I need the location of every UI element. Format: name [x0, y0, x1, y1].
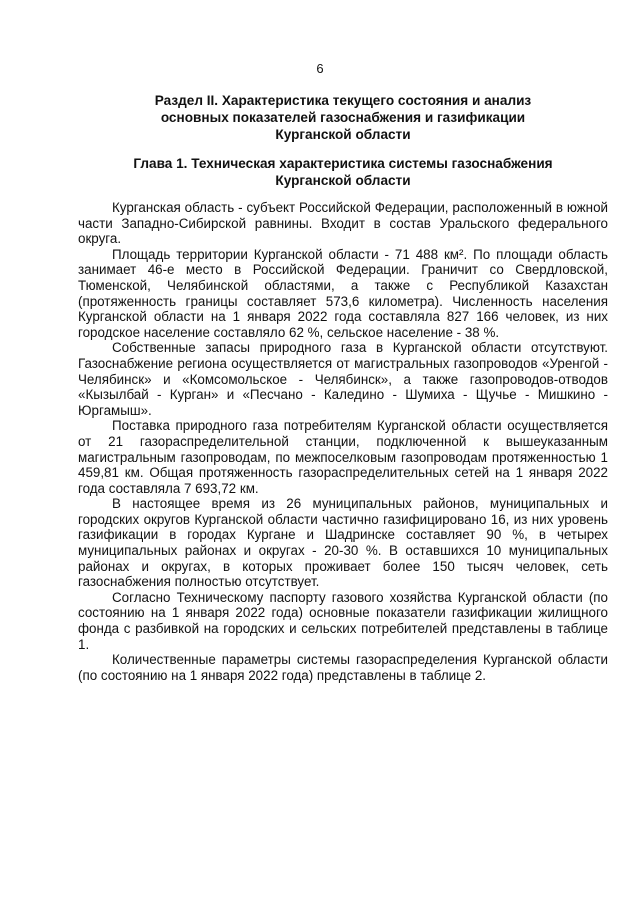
chapter-title-line: Глава 1. Техническая характеристика системы газоснабжения	[133, 156, 553, 171]
paragraph-region-overview: Курганская область - субъект Российской Федерации, расположенный в южной части Западно-Сибирской равнины. Входит в состав Уральского федерального округа.	[78, 200, 608, 247]
page-number: 6	[316, 61, 324, 76]
paragraph-area-population: Площадь территории Курганской области - 71 488 км². По площади область занимает 46-е место в Российской Федерации. Граничит со Свердловской, Тюменской, Челябинской областями, а также с Республикой Казахстан (протяженность границы составляет 573,6 километра). Численность населения Курганской области на 1 января 2022 года составляла 827 166 человек, из них городское население составляло 62 %, сельское население - 38 %.	[78, 246, 608, 340]
body-text	[78, 200, 608, 683]
section-title-line: Курганской области	[275, 127, 411, 142]
paragraph-gasification-level: В настоящее время из 26 муниципальных районов, муниципальных и городских округов Курганской области частично газифицировано 16, из них уровень газификации в городах Кургане и Шадринске составляет 90 %, в четырех муниципальных районах и округах - 20-30 %. В оставшихся 10 муниципальных районах и округах, в которых проживает более 150 тысяч человек, сеть газоснабжения полностью отсутствует.	[78, 496, 608, 590]
paragraph-gas-sources: Собственные запасы природного газа в Курганской области отсутствуют. Газоснабжение региона осуществляется от магистральных газопроводов «Уренгой - Челябинск» и «Комсомольское - Челябинск», а также газопроводов-отводов «Кызылбай - Курган» и «Песчано - Каледино - Шумиха - Щучье - Мишкино - Юргамыш».	[78, 340, 608, 418]
chapter-title-line: Курганской области	[275, 173, 411, 188]
section-title	[100, 92, 586, 143]
paragraph-table-1-reference: Согласно Техническому паспорту газового хозяйства Курганской области (по состоянию на 1 января 2022 года) основные показатели газификации жилищного фонда с разбивкой на городских и сельских потребителей представлены в таблице 1.	[78, 589, 608, 652]
paragraph-gas-supply: Поставка природного газа потребителям Курганской области осуществляется от 21 газораспределительной станции, подключенной к вышеуказанным магистральным газопроводам, по межпоселковым газопроводам протяженностью 1 459,81 км. Общая протяженность газораспределительных сетей на 1 января 2022 года составляла 7 693,72 км.	[78, 418, 608, 496]
paragraph-table-2-reference: Количественные параметры системы газораспределения Курганской области (по состоянию на 1 января 2022 года) представлены в таблице 2.	[78, 652, 608, 683]
section-title-line: основных показателей газоснабжения и газификации	[160, 110, 526, 125]
chapter-title	[100, 155, 586, 189]
section-title-line: Раздел II. Характеристика текущего состояния и анализ	[154, 93, 532, 108]
